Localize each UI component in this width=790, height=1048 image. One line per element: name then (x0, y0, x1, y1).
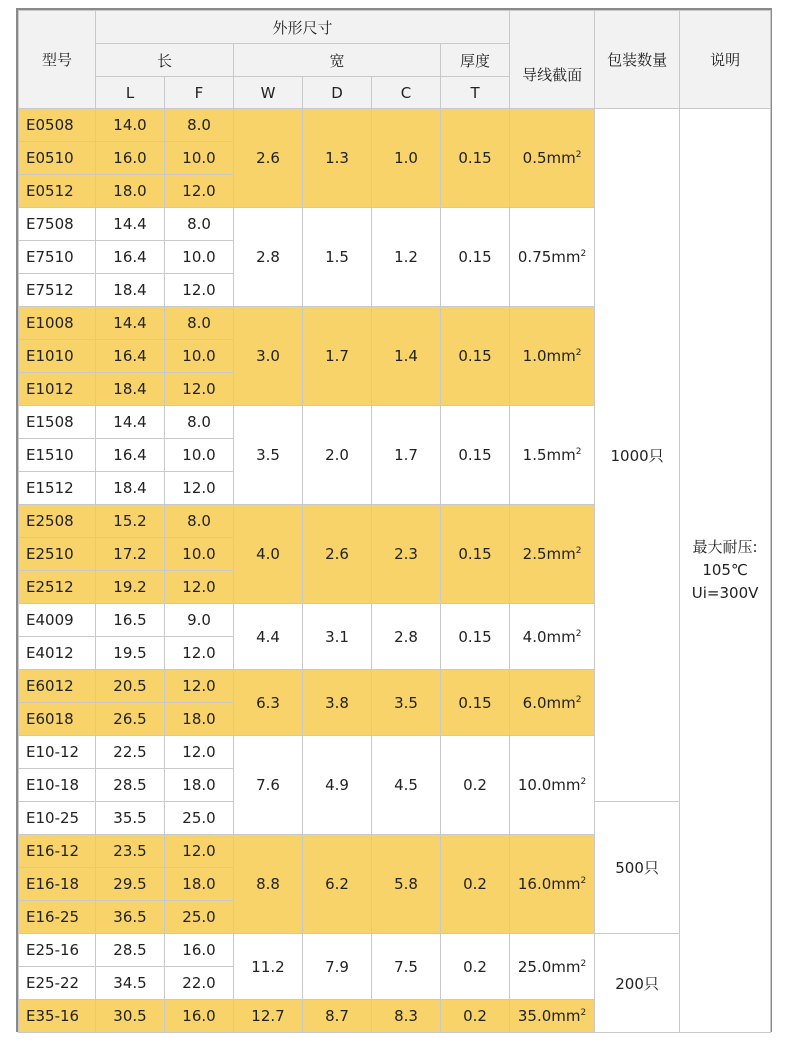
cell-model: E16-25 (19, 901, 96, 934)
wire-unit-superscript: 2 (580, 249, 587, 259)
cell-model: E1512 (19, 472, 96, 505)
cell-model: E1010 (19, 340, 96, 373)
cell-W: 7.6 (234, 736, 303, 835)
cell-L: 36.5 (96, 901, 165, 934)
wire-unit-superscript: 2 (575, 546, 582, 556)
header-D: D (303, 77, 372, 109)
cell-L: 19.2 (96, 571, 165, 604)
cell-W: 3.0 (234, 307, 303, 406)
wire-value: 2.5mm (522, 545, 576, 563)
cell-L: 23.5 (96, 835, 165, 868)
cell-C: 2.3 (372, 505, 441, 604)
table-row (19, 934, 771, 967)
wire-value: 0.5mm (522, 149, 576, 167)
cell-note (680, 109, 771, 1033)
cell-F: 16.0 (165, 1000, 234, 1033)
cell-F: 18.0 (165, 769, 234, 802)
cell-model: E7510 (19, 241, 96, 274)
cell-L: 18.4 (96, 274, 165, 307)
cell-W: 12.7 (234, 1000, 303, 1033)
cell-wire (510, 109, 595, 208)
cell-model: E7512 (19, 274, 96, 307)
header-package: 包装数量 (595, 11, 680, 109)
cell-D: 1.3 (303, 109, 372, 208)
cell-F: 16.0 (165, 934, 234, 967)
wire-unit-superscript: 2 (575, 447, 582, 457)
cell-model: E10-12 (19, 736, 96, 769)
cell-model: E35-16 (19, 1000, 96, 1033)
cell-T: 0.2 (441, 1000, 510, 1033)
cell-C: 5.8 (372, 835, 441, 934)
header-W: W (234, 77, 303, 109)
cell-L: 26.5 (96, 703, 165, 736)
cell-L: 20.5 (96, 670, 165, 703)
cell-wire (510, 505, 595, 604)
cell-wire (510, 604, 595, 670)
cell-model: E6012 (19, 670, 96, 703)
cell-W: 8.8 (234, 835, 303, 934)
cell-W: 2.8 (234, 208, 303, 307)
cell-model: E16-18 (19, 868, 96, 901)
cell-L: 16.5 (96, 604, 165, 637)
cell-F: 12.0 (165, 472, 234, 505)
cell-C: 7.5 (372, 934, 441, 1000)
cell-wire (510, 406, 595, 505)
cell-F: 8.0 (165, 109, 234, 142)
cell-T: 0.2 (441, 736, 510, 835)
cell-F: 10.0 (165, 439, 234, 472)
cell-model: E10-18 (19, 769, 96, 802)
cell-model: E6018 (19, 703, 96, 736)
table-body (19, 109, 771, 1033)
header-note: 说明 (680, 11, 771, 109)
cell-F: 12.0 (165, 637, 234, 670)
cell-W: 3.5 (234, 406, 303, 505)
cell-F: 12.0 (165, 835, 234, 868)
cell-C: 1.4 (372, 307, 441, 406)
cell-F: 25.0 (165, 901, 234, 934)
cell-D: 4.9 (303, 736, 372, 835)
cell-L: 15.2 (96, 505, 165, 538)
cell-T: 0.2 (441, 934, 510, 1000)
header-width: 宽 (234, 44, 441, 77)
header-wire: 导线截面 (510, 11, 595, 109)
cell-F: 10.0 (165, 340, 234, 373)
cell-wire (510, 934, 595, 1000)
cell-C: 2.8 (372, 604, 441, 670)
cell-wire (510, 1000, 595, 1033)
cell-L: 14.4 (96, 307, 165, 340)
cell-model: E1012 (19, 373, 96, 406)
wire-unit-superscript: 2 (580, 777, 587, 787)
cell-D: 7.9 (303, 934, 372, 1000)
header-C: C (372, 77, 441, 109)
cell-L: 14.4 (96, 208, 165, 241)
cell-model: E4012 (19, 637, 96, 670)
cell-F: 12.0 (165, 571, 234, 604)
cell-T: 0.2 (441, 835, 510, 934)
cell-T: 0.15 (441, 109, 510, 208)
cell-D: 8.7 (303, 1000, 372, 1033)
wire-unit-superscript: 2 (575, 694, 582, 705)
wire-unit-superscript: 2 (580, 876, 587, 886)
note-line3: Ui=300V (691, 584, 759, 602)
cell-wire (510, 208, 595, 307)
cell-L: 16.4 (96, 340, 165, 373)
cell-W: 4.4 (234, 604, 303, 670)
cell-model: E2510 (19, 538, 96, 571)
cell-F: 18.0 (165, 703, 234, 736)
cell-F: 12.0 (165, 274, 234, 307)
cell-T: 0.15 (441, 505, 510, 604)
wire-value: 10.0mm (517, 776, 581, 794)
cell-L: 18.0 (96, 175, 165, 208)
cell-F: 25.0 (165, 802, 234, 835)
table-header (19, 11, 771, 109)
wire-value: 6.0mm (522, 693, 576, 712)
cell-W: 11.2 (234, 934, 303, 1000)
wire-value: 4.0mm (522, 627, 576, 646)
note-line2: 105℃ (702, 561, 748, 579)
cell-L: 35.5 (96, 802, 165, 835)
cell-F: 8.0 (165, 208, 234, 241)
cell-model: E0508 (19, 109, 96, 142)
note-line1: 最大耐压: (692, 538, 758, 556)
cell-C: 4.5 (372, 736, 441, 835)
cell-F: 10.0 (165, 142, 234, 175)
cell-L: 18.4 (96, 472, 165, 505)
cell-model: E2512 (19, 571, 96, 604)
cell-model: E25-16 (19, 934, 96, 967)
header-model: 型号 (19, 11, 96, 109)
cell-model: E0510 (19, 142, 96, 175)
cell-D: 2.6 (303, 505, 372, 604)
cell-model: E2508 (19, 505, 96, 538)
cell-F: 12.0 (165, 736, 234, 769)
cell-model: E1510 (19, 439, 96, 472)
wire-unit-superscript: 2 (575, 150, 582, 160)
cell-L: 28.5 (96, 769, 165, 802)
cell-D: 1.5 (303, 208, 372, 307)
cell-D: 6.2 (303, 835, 372, 934)
cell-W: 6.3 (234, 670, 303, 736)
cell-T: 0.15 (441, 208, 510, 307)
cell-T: 0.15 (441, 604, 510, 670)
cell-L: 19.5 (96, 637, 165, 670)
cell-wire (510, 736, 595, 835)
cell-L: 30.5 (96, 1000, 165, 1033)
cell-L: 14.0 (96, 109, 165, 142)
cell-F: 10.0 (165, 241, 234, 274)
cell-T: 0.15 (441, 307, 510, 406)
cell-L: 34.5 (96, 967, 165, 1000)
cell-D: 3.1 (303, 604, 372, 670)
wire-value: 1.0mm (522, 347, 576, 365)
wire-unit-superscript: 2 (580, 958, 587, 969)
cell-L: 17.2 (96, 538, 165, 571)
cell-C: 1.0 (372, 109, 441, 208)
cell-model: E1008 (19, 307, 96, 340)
cell-model: E1508 (19, 406, 96, 439)
cell-T: 0.15 (441, 406, 510, 505)
cell-F: 18.0 (165, 868, 234, 901)
cell-C: 1.2 (372, 208, 441, 307)
header-T: T (441, 77, 510, 109)
cell-F: 12.0 (165, 175, 234, 208)
cell-model: E10-25 (19, 802, 96, 835)
cell-model: E16-12 (19, 835, 96, 868)
wire-value: 0.75mm (517, 248, 581, 266)
cell-D: 1.7 (303, 307, 372, 406)
cell-package: 200只 (595, 934, 680, 1033)
cell-package: 500只 (595, 802, 680, 934)
spec-table-frame (16, 8, 772, 1032)
cell-L: 22.5 (96, 736, 165, 769)
cell-L: 16.0 (96, 142, 165, 175)
cell-W: 2.6 (234, 109, 303, 208)
cell-F: 8.0 (165, 307, 234, 340)
wire-unit-superscript: 2 (575, 348, 582, 358)
cell-F: 22.0 (165, 967, 234, 1000)
cell-package: 1000只 (595, 109, 680, 802)
cell-C: 1.7 (372, 406, 441, 505)
cell-L: 29.5 (96, 868, 165, 901)
cell-D: 2.0 (303, 406, 372, 505)
cell-wire (510, 670, 595, 736)
cell-model: E7508 (19, 208, 96, 241)
cell-F: 12.0 (165, 670, 234, 703)
cell-F: 8.0 (165, 505, 234, 538)
wire-value: 25.0mm (517, 957, 581, 976)
cell-L: 28.5 (96, 934, 165, 967)
wire-unit-superscript: 2 (580, 1008, 587, 1018)
cell-W: 4.0 (234, 505, 303, 604)
wire-value: 1.5mm (522, 446, 576, 464)
cell-model: E25-22 (19, 967, 96, 1000)
cell-L: 16.4 (96, 241, 165, 274)
cell-model: E0512 (19, 175, 96, 208)
cell-C: 3.5 (372, 670, 441, 736)
wire-unit-superscript: 2 (575, 628, 582, 639)
cell-wire (510, 307, 595, 406)
cell-L: 18.4 (96, 373, 165, 406)
header-length: 长 (96, 44, 234, 77)
header-L: L (96, 77, 165, 109)
header-F: F (165, 77, 234, 109)
cell-F: 8.0 (165, 406, 234, 439)
cell-D: 3.8 (303, 670, 372, 736)
header-thickness: 厚度 (441, 44, 510, 77)
header-outline: 外形尺寸 (96, 11, 510, 44)
cell-F: 12.0 (165, 373, 234, 406)
wire-value: 16.0mm (517, 875, 581, 893)
wire-value: 35.0mm (517, 1007, 581, 1025)
cell-F: 9.0 (165, 604, 234, 637)
cell-model: E4009 (19, 604, 96, 637)
cell-T: 0.15 (441, 670, 510, 736)
cell-wire (510, 835, 595, 934)
spec-table (18, 10, 771, 1033)
cell-L: 16.4 (96, 439, 165, 472)
table-row (19, 109, 771, 142)
cell-L: 14.4 (96, 406, 165, 439)
cell-F: 10.0 (165, 538, 234, 571)
cell-C: 8.3 (372, 1000, 441, 1033)
